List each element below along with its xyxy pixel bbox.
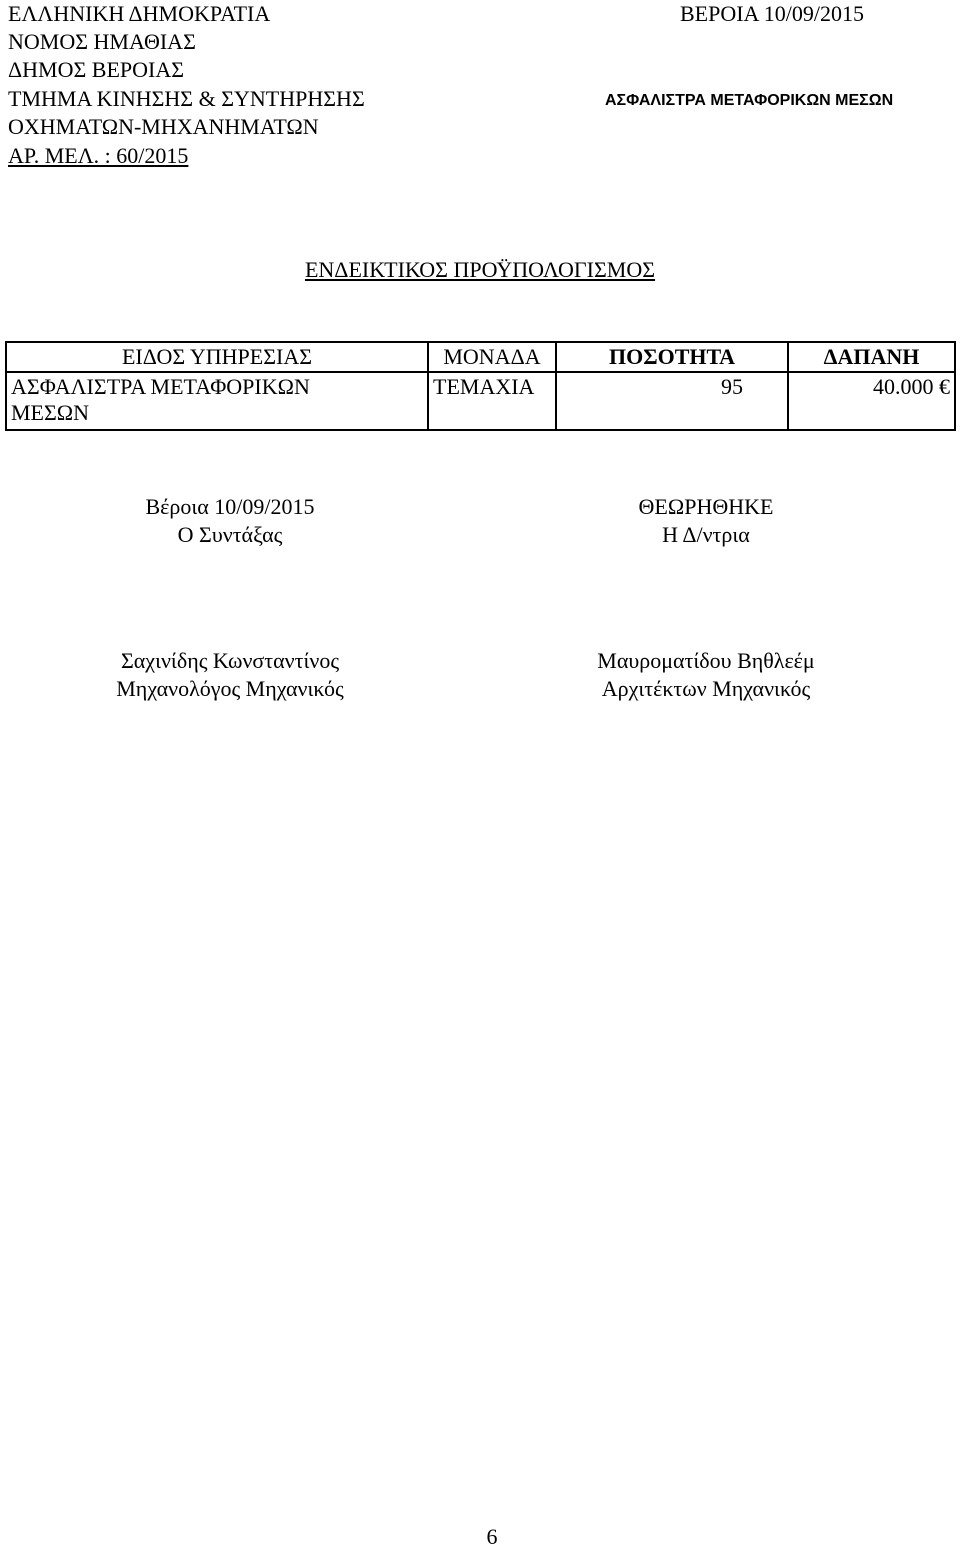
issuer-line-department: ΤΜΗΜΑ ΚΙΝΗΣΗΣ & ΣΥΝΤΗΡΗΣΗΣ	[8, 86, 365, 111]
document-title: ΕΝΔΕΙΚΤΙΚΟΣ ΠΡΟΫΠΟΛΟΓΙΣΜΟΣ	[304, 257, 656, 282]
approver-label: ΘΕΩΡΗΘΗΚΕ	[638, 494, 774, 519]
issuer-line-section: ΟΧΗΜΑΤΩΝ-ΜΗΧΑΝΗΜΑΤΩΝ	[8, 114, 319, 139]
cell-quantity: 95	[556, 372, 788, 430]
compiler-date: Βέροια 10/09/2015	[145, 494, 315, 519]
col-header-quantity: ΠΟΣΟΤΗΤΑ	[556, 342, 788, 372]
issuer-line-country: ΕΛΛΗΝΙΚΗ ΔΗΜΟΚΡΑΤΙΑ	[8, 1, 271, 26]
col-header-cost: ΔΑΠΑΝΗ	[788, 342, 955, 372]
budget-table	[5, 341, 956, 431]
subject-heading: ΑΣΦΑΛΙΣΤΡΑ ΜΕΤΑΦΟΡΙΚΩΝ ΜΕΣΩΝ	[605, 92, 894, 109]
col-header-service: ΕΙΔΟΣ ΥΠΗΡΕΣΙΑΣ	[6, 342, 428, 372]
cell-cost: 40.000 €	[788, 372, 955, 430]
cell-unit: ΤΕΜΑΧΙΑ	[428, 372, 556, 430]
table-header-row	[6, 342, 955, 372]
issuer-line-prefecture: ΝΟΜΟΣ ΗΜΑΘΙΑΣ	[8, 29, 196, 54]
issuer-line-municipality: ΔΗΜΟΣ ΒΕΡΟΙΑΣ	[8, 57, 185, 82]
approver-role: Η Δ/ντρια	[662, 522, 750, 547]
table-row	[6, 372, 955, 430]
compiler-title: Μηχανολόγος Μηχανικός	[116, 676, 344, 701]
compiler-name: Σαχινίδης Κωνσταντίνος	[120, 648, 340, 673]
place-date: ΒΕΡΟΙΑ 10/09/2015	[680, 1, 864, 26]
signature-approver	[556, 493, 856, 549]
signature-compiler	[80, 493, 380, 549]
cell-service: ΑΣΦΑΛΙΣΤΡΑ ΜΕΤΑΦΟΡΙΚΩΝ ΜΕΣΩΝ	[6, 372, 428, 430]
compiler-role: Ο Συντάξας	[177, 522, 283, 547]
study-number: ΑΡ. ΜΕΛ. : 60/2015	[8, 143, 189, 168]
approver-name: Μαυροματίδου Βηθλεέμ	[597, 648, 815, 673]
approver-title: Αρχιτέκτων Μηχανικός	[601, 676, 811, 701]
col-header-unit: ΜΟΝΑΔΑ	[428, 342, 556, 372]
compiler-name-block	[80, 647, 380, 703]
approver-name-block	[556, 647, 856, 703]
page-number: 6	[486, 1524, 498, 1549]
